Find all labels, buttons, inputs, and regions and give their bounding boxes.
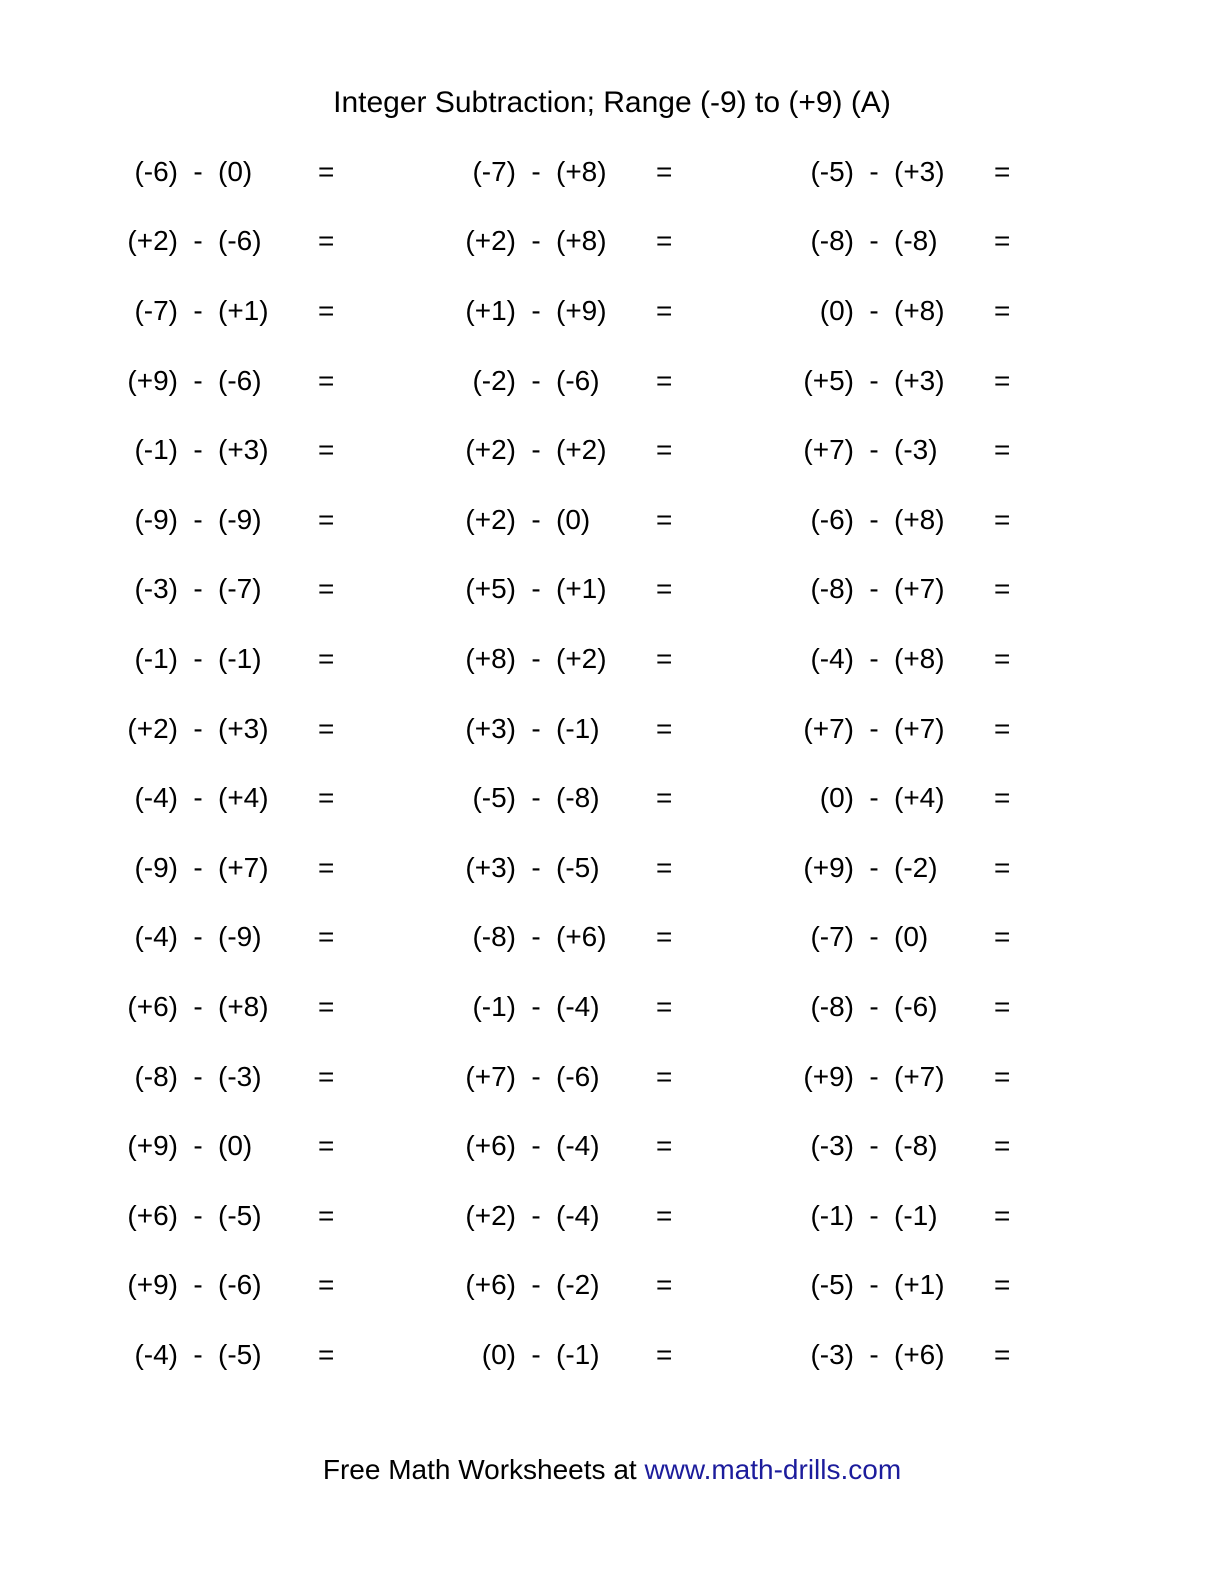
equals-sign: = [656, 1269, 673, 1301]
subtrahend: (+4) [894, 782, 945, 814]
subtrahend: (+8) [894, 503, 945, 535]
minuend: (-9) [134, 503, 178, 535]
minus-operator: - [531, 990, 541, 1022]
minus-operator: - [869, 503, 879, 535]
minus-operator: - [869, 364, 879, 396]
minuend: (-4) [810, 642, 854, 674]
minus-operator: - [531, 364, 541, 396]
subtrahend: (-3) [894, 434, 938, 466]
subtraction-problem [100, 763, 438, 833]
minus-operator: - [193, 434, 203, 466]
subtraction-problem [438, 346, 776, 416]
subtraction-problem [776, 485, 1114, 555]
subtrahend: (+1) [556, 573, 607, 605]
equals-sign: = [656, 155, 673, 187]
subtrahend: (-4) [556, 1199, 600, 1231]
equals-sign: = [994, 990, 1011, 1022]
subtrahend: (+8) [218, 990, 269, 1022]
equals-sign: = [656, 1199, 673, 1231]
minus-operator: - [193, 642, 203, 674]
minus-operator: - [531, 294, 541, 326]
minuend: (-3) [810, 1338, 854, 1370]
subtrahend: (+2) [556, 434, 607, 466]
subtraction-problem [438, 1042, 776, 1112]
minuend: (+3) [465, 712, 516, 744]
minuend: (+5) [465, 573, 516, 605]
subtrahend: (+8) [894, 642, 945, 674]
equals-sign: = [994, 642, 1011, 674]
equals-sign: = [318, 1130, 335, 1162]
minus-operator: - [193, 364, 203, 396]
subtrahend: (-6) [556, 364, 600, 396]
subtraction-problem [100, 1042, 438, 1112]
subtraction-problem [438, 763, 776, 833]
equals-sign: = [994, 1269, 1011, 1301]
equals-sign: = [656, 573, 673, 605]
subtraction-problem [100, 137, 438, 207]
minus-operator: - [531, 573, 541, 605]
footer-text: Free Math Worksheets at [322, 1454, 637, 1485]
subtrahend: (+8) [556, 225, 607, 257]
minus-operator: - [869, 851, 879, 883]
subtrahend: (+1) [218, 294, 269, 326]
minuend: (+9) [127, 1130, 178, 1162]
subtraction-problem [438, 207, 776, 277]
minus-operator: - [531, 921, 541, 953]
minus-operator: - [193, 1130, 203, 1162]
minuend: (+2) [127, 225, 178, 257]
equals-sign: = [318, 851, 335, 883]
minus-operator: - [193, 573, 203, 605]
minuend: (+6) [127, 990, 178, 1022]
minus-operator: - [531, 1199, 541, 1231]
equals-sign: = [994, 434, 1011, 466]
subtraction-problem [438, 972, 776, 1042]
subtraction-problem [776, 694, 1114, 764]
minuend: (-2) [472, 364, 516, 396]
equals-sign: = [994, 503, 1011, 535]
subtraction-problem [100, 972, 438, 1042]
subtrahend: (-6) [218, 225, 262, 257]
equals-sign: = [656, 921, 673, 953]
equals-sign: = [318, 364, 335, 396]
minuend: (+9) [803, 851, 854, 883]
equals-sign: = [656, 434, 673, 466]
minuend: (0) [481, 1338, 516, 1370]
subtraction-problem [100, 1111, 438, 1181]
minus-operator: - [531, 1130, 541, 1162]
subtrahend: (+2) [556, 642, 607, 674]
subtrahend: (-1) [556, 1338, 600, 1370]
equals-sign: = [318, 921, 335, 953]
equals-sign: = [994, 851, 1011, 883]
subtraction-problem [438, 1181, 776, 1251]
minus-operator: - [869, 921, 879, 953]
minuend: (+7) [465, 1060, 516, 1092]
subtrahend: (+3) [894, 155, 945, 187]
equals-sign: = [318, 990, 335, 1022]
subtraction-problem [438, 1251, 776, 1321]
minus-operator: - [869, 573, 879, 605]
equals-sign: = [994, 1199, 1011, 1231]
subtrahend: (+3) [894, 364, 945, 396]
equals-sign: = [318, 1269, 335, 1301]
subtraction-problem [776, 346, 1114, 416]
subtraction-problem [776, 1251, 1114, 1321]
subtraction-problem [438, 833, 776, 903]
subtraction-problem [438, 276, 776, 346]
subtrahend: (-1) [556, 712, 600, 744]
subtrahend: (+1) [894, 1269, 945, 1301]
subtraction-problem [776, 1111, 1114, 1181]
subtraction-problem [438, 1111, 776, 1181]
minuend: (-7) [472, 155, 516, 187]
subtrahend: (-7) [218, 573, 262, 605]
subtraction-problem [776, 903, 1114, 973]
minus-operator: - [869, 990, 879, 1022]
subtraction-problem [776, 207, 1114, 277]
equals-sign: = [318, 155, 335, 187]
minus-operator: - [531, 225, 541, 257]
equals-sign: = [318, 1338, 335, 1370]
minuend: (+9) [127, 364, 178, 396]
subtrahend: (-5) [556, 851, 600, 883]
equals-sign: = [318, 225, 335, 257]
subtrahend: (-9) [218, 503, 262, 535]
subtrahend: (+7) [894, 1060, 945, 1092]
subtraction-problem [100, 1320, 438, 1390]
subtrahend: (-2) [894, 851, 938, 883]
minus-operator: - [531, 712, 541, 744]
minuend: (-4) [134, 921, 178, 953]
equals-sign: = [656, 782, 673, 814]
subtraction-problem [100, 1251, 438, 1321]
minuend: (+7) [803, 434, 854, 466]
subtraction-problem [776, 624, 1114, 694]
subtraction-problem [438, 137, 776, 207]
subtraction-problem [438, 694, 776, 764]
minus-operator: - [869, 155, 879, 187]
equals-sign: = [318, 503, 335, 535]
page-title: Integer Subtraction; Range (-9) to (+9) (A) [333, 86, 891, 119]
minuend: (+2) [465, 434, 516, 466]
subtraction-problem [100, 276, 438, 346]
subtraction-problem [438, 415, 776, 485]
minuend: (+2) [465, 503, 516, 535]
equals-sign: = [994, 364, 1011, 396]
minuend: (-8) [810, 225, 854, 257]
minus-operator: - [531, 155, 541, 187]
equals-sign: = [994, 1130, 1011, 1162]
minus-operator: - [193, 1060, 203, 1092]
minuend: (-5) [472, 782, 516, 814]
subtrahend: (-5) [218, 1199, 262, 1231]
minus-operator: - [531, 503, 541, 535]
minuend: (-9) [134, 851, 178, 883]
minuend: (+2) [127, 712, 178, 744]
minus-operator: - [193, 1199, 203, 1231]
subtrahend: (-2) [556, 1269, 600, 1301]
equals-sign: = [656, 503, 673, 535]
subtrahend: (0) [556, 503, 591, 535]
subtrahend: (-3) [218, 1060, 262, 1092]
minuend: (+6) [127, 1199, 178, 1231]
subtrahend: (-1) [218, 642, 262, 674]
subtraction-problem [100, 415, 438, 485]
minus-operator: - [531, 782, 541, 814]
subtrahend: (-9) [218, 921, 262, 953]
minus-operator: - [869, 642, 879, 674]
equals-sign: = [994, 712, 1011, 744]
minus-operator: - [531, 851, 541, 883]
minus-operator: - [531, 1269, 541, 1301]
minus-operator: - [193, 782, 203, 814]
subtrahend: (+6) [556, 921, 607, 953]
minuend: (-8) [810, 990, 854, 1022]
subtraction-problem [100, 207, 438, 277]
subtraction-problem [776, 833, 1114, 903]
subtraction-problem [438, 903, 776, 973]
minuend: (-1) [134, 434, 178, 466]
equals-sign: = [994, 1060, 1011, 1092]
equals-sign: = [318, 642, 335, 674]
equals-sign: = [994, 225, 1011, 257]
minuend: (-4) [134, 1338, 178, 1370]
equals-sign: = [994, 294, 1011, 326]
subtrahend: (-6) [556, 1060, 600, 1092]
subtrahend: (-4) [556, 1130, 600, 1162]
equals-sign: = [318, 434, 335, 466]
subtraction-problem [438, 555, 776, 625]
minus-operator: - [869, 1130, 879, 1162]
minus-operator: - [193, 225, 203, 257]
minuend: (-1) [472, 990, 516, 1022]
subtraction-problem [776, 972, 1114, 1042]
minuend: (0) [819, 294, 854, 326]
minuend: (-1) [134, 642, 178, 674]
subtraction-problem [776, 415, 1114, 485]
equals-sign: = [994, 1338, 1011, 1370]
equals-sign: = [656, 990, 673, 1022]
subtraction-problem [100, 624, 438, 694]
minuend: (-6) [810, 503, 854, 535]
equals-sign: = [656, 642, 673, 674]
equals-sign: = [656, 225, 673, 257]
minuend: (+1) [465, 294, 516, 326]
minuend: (-5) [810, 1269, 854, 1301]
problems-grid [100, 137, 1114, 1390]
equals-sign: = [994, 782, 1011, 814]
equals-sign: = [994, 921, 1011, 953]
footer [0, 1454, 1224, 1486]
equals-sign: = [656, 851, 673, 883]
equals-sign: = [656, 712, 673, 744]
minus-operator: - [193, 294, 203, 326]
footer-link[interactable]: www.math-drills.com [644, 1454, 902, 1485]
minus-operator: - [193, 1338, 203, 1370]
minuend: (-1) [810, 1199, 854, 1231]
minus-operator: - [869, 225, 879, 257]
minus-operator: - [869, 1338, 879, 1370]
minuend: (0) [819, 782, 854, 814]
subtrahend: (-6) [218, 364, 262, 396]
minus-operator: - [869, 434, 879, 466]
subtraction-problem [438, 485, 776, 555]
equals-sign: = [318, 294, 335, 326]
subtrahend: (0) [894, 921, 929, 953]
subtrahend: (0) [218, 155, 253, 187]
subtraction-problem [100, 346, 438, 416]
minuend: (-7) [810, 921, 854, 953]
subtraction-problem [776, 763, 1114, 833]
minuend: (-5) [810, 155, 854, 187]
minus-operator: - [869, 294, 879, 326]
minus-operator: - [869, 782, 879, 814]
minus-operator: - [193, 990, 203, 1022]
minuend: (-3) [810, 1130, 854, 1162]
minuend: (-6) [134, 155, 178, 187]
equals-sign: = [656, 294, 673, 326]
subtrahend: (-8) [894, 1130, 938, 1162]
subtraction-problem [776, 1042, 1114, 1112]
minuend: (+2) [465, 1199, 516, 1231]
minuend: (-8) [134, 1060, 178, 1092]
minuend: (-4) [134, 782, 178, 814]
minus-operator: - [193, 1269, 203, 1301]
minus-operator: - [193, 921, 203, 953]
equals-sign: = [318, 573, 335, 605]
subtraction-problem [776, 1320, 1114, 1390]
subtraction-problem [776, 276, 1114, 346]
subtrahend: (+9) [556, 294, 607, 326]
minuend: (-7) [134, 294, 178, 326]
subtrahend: (+3) [218, 434, 269, 466]
minus-operator: - [531, 1060, 541, 1092]
minus-operator: - [531, 1338, 541, 1370]
subtrahend: (-4) [556, 990, 600, 1022]
subtrahend: (-6) [894, 990, 938, 1022]
subtraction-problem [776, 1181, 1114, 1251]
subtrahend: (-8) [894, 225, 938, 257]
equals-sign: = [656, 1060, 673, 1092]
minus-operator: - [193, 503, 203, 535]
subtrahend: (+7) [894, 712, 945, 744]
minuend: (+3) [465, 851, 516, 883]
subtraction-problem [100, 485, 438, 555]
subtraction-problem [438, 624, 776, 694]
subtrahend: (0) [218, 1130, 253, 1162]
subtraction-problem [100, 833, 438, 903]
equals-sign: = [656, 1338, 673, 1370]
equals-sign: = [318, 712, 335, 744]
minuend: (+8) [465, 642, 516, 674]
subtrahend: (+7) [894, 573, 945, 605]
subtraction-problem [438, 1320, 776, 1390]
minuend: (+2) [465, 225, 516, 257]
minuend: (+7) [803, 712, 854, 744]
subtraction-problem [776, 555, 1114, 625]
subtrahend: (-5) [218, 1338, 262, 1370]
equals-sign: = [656, 1130, 673, 1162]
subtraction-problem [100, 1181, 438, 1251]
minus-operator: - [869, 1269, 879, 1301]
minuend: (+5) [803, 364, 854, 396]
minus-operator: - [193, 155, 203, 187]
subtrahend: (+3) [218, 712, 269, 744]
subtrahend: (-8) [556, 782, 600, 814]
equals-sign: = [994, 155, 1011, 187]
subtraction-problem [100, 903, 438, 973]
minuend: (+6) [465, 1269, 516, 1301]
equals-sign: = [656, 364, 673, 396]
subtrahend: (+7) [218, 851, 269, 883]
subtrahend: (+8) [556, 155, 607, 187]
subtraction-problem [100, 694, 438, 764]
equals-sign: = [994, 573, 1011, 605]
subtrahend: (+6) [894, 1338, 945, 1370]
minuend: (-8) [472, 921, 516, 953]
minuend: (-8) [810, 573, 854, 605]
minuend: (+6) [465, 1130, 516, 1162]
subtraction-problem [100, 555, 438, 625]
equals-sign: = [318, 782, 335, 814]
subtrahend: (+8) [894, 294, 945, 326]
subtrahend: (+4) [218, 782, 269, 814]
minuend: (-3) [134, 573, 178, 605]
subtraction-problem [776, 137, 1114, 207]
minus-operator: - [531, 642, 541, 674]
equals-sign: = [318, 1199, 335, 1231]
equals-sign: = [318, 1060, 335, 1092]
minus-operator: - [193, 851, 203, 883]
minuend: (+9) [803, 1060, 854, 1092]
minus-operator: - [869, 1199, 879, 1231]
minuend: (+9) [127, 1269, 178, 1301]
minus-operator: - [531, 434, 541, 466]
minus-operator: - [869, 1060, 879, 1092]
subtrahend: (-1) [894, 1199, 938, 1231]
minus-operator: - [193, 712, 203, 744]
minus-operator: - [869, 712, 879, 744]
subtrahend: (-6) [218, 1269, 262, 1301]
